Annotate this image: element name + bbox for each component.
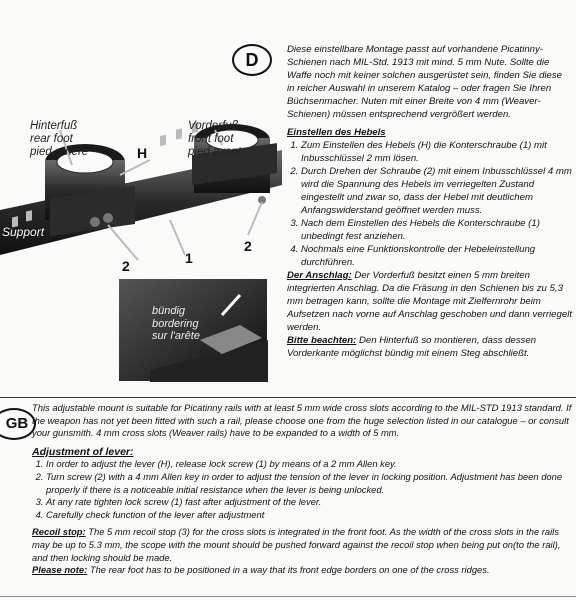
en-stop-paragraph [32, 526, 572, 564]
front-foot-fr: pied avant [188, 146, 242, 158]
label-lock-screw-1: 1 [185, 250, 193, 266]
de-step: 4. Nochmals eine Funktionskontrolle der Hebeleinstellung durchführen. [301, 243, 572, 269]
inset-caption [152, 305, 200, 343]
en-note-text: The rear foot has to be positioned in a way that its front edge borders on one of the cross ridges. [89, 564, 490, 576]
de-step: 1. Zum Einstellen des Hebels (H) die Konterschraube (1) mit Inbusschlüssel 2 mm lösen. [301, 139, 572, 165]
de-intro: Diese einstellbare Montage passt auf vorhandene Picatinny-Schienen nach MIL-Std. 1913 mit mind. 5 mm Nute. Sollte die Waffe noch mit keiner solchen ausgerüstet sein, finden Sie diese in reicher Auswahl in unserem Katalog – oder fragen Sie Ihren Büchsenmacher. Nuten mit einer Breite von 4 mm (Weaver-Schienen) müssen entsprechend vergrößert werden. [287, 44, 563, 120]
en-step: 4. Carefully check function of the lever after adjustment [46, 509, 572, 522]
language-badge-gb: GB [0, 408, 36, 440]
section-divider [0, 397, 576, 398]
label-screw-2-right: 2 [244, 238, 252, 254]
en-stop-label: Recoil stop: [32, 526, 86, 538]
de-steps [287, 139, 572, 269]
front-foot-de: Vorderfuß [188, 120, 239, 132]
en-intro: This adjustable mount is suitable for Picatinny rails with at least 5 mm wide cross slots according to the MIL-STD 1913 standard. If the weapon has not yet been fitted with such a rail, please choose one from the huge selection listed in our catalogue – or consult your gunsmith. 4 mm cross slots (Weaver rails) have to be expanded to a width of 5 mm. [32, 402, 572, 439]
de-note-paragraph [287, 334, 572, 360]
de-stop-paragraph [287, 269, 572, 334]
inset-de: bündig [152, 305, 186, 317]
de-stop-label: Der Anschlag: [287, 270, 352, 281]
language-badge-de: D [232, 44, 272, 76]
de-stop-text: Der Vorderfuß besitzt einen 5 mm breiten integrierten Anschlag. Da die Fräsung in den Schienen bis zu 5,3 mm betragen kann, sollte die Montage mit Zielfernrohr beim Aufsetzen nach vorne auf Anschlag geschoben und dann verriegelt werden. [287, 270, 572, 333]
de-step: 2. Durch Drehen der Schraube (2) mit einem Inbusschlüssel 4 mm wird die Spannung des Hebels im verriegelten Zustand eingestellt und zwar so, dass der Hebel mit deutlichem Anfangswiderstand geöffnet werden muss. [301, 165, 572, 217]
de-note-label: Bitte beachten: [287, 335, 357, 346]
inset-fr: sur l'arête [152, 330, 200, 342]
label-screw-2-left: 2 [122, 258, 130, 274]
en-step: 3. At any rate tighten lock screw (1) fast after adjustment of the lever. [46, 496, 572, 509]
front-foot-callout [188, 120, 241, 159]
rear-foot-en: rear foot [30, 133, 73, 145]
de-step: 3. Nach dem Einstellen des Hebels die Konterschraube (1) unbedingt fest anziehen. [301, 217, 572, 243]
inset-en: bordering [152, 317, 199, 330]
rear-foot-de: Hinterfuß [30, 120, 78, 132]
german-text [287, 43, 572, 360]
en-step: 1. In order to adjust the lever (H), release lock screw (1) by means of a 2 mm Allen key. [46, 458, 572, 471]
en-step: 2. Turn screw (2) with a 4 mm Allen key in order to adjust the tension of the lever in locking position. Adjustment has been done properly if there is a noticeable initial resistance when the lever is being unlocked. [46, 471, 572, 496]
mount-illustration [0, 40, 282, 390]
en-lever-heading: Adjustment of lever: [32, 445, 134, 458]
label-lever-h: H [137, 145, 148, 161]
rear-foot-fr: pied arrière [30, 146, 89, 158]
support-label: Support [2, 225, 45, 239]
bottom-rule [0, 596, 576, 597]
en-note-paragraph [32, 564, 572, 577]
en-stop-text: The 5 mm recoil stop (3) for the cross slots is integrated in the front foot. As the width of the cross slots in the rails may be up to 5.3 mm, the scope with the mount should be pushed forward against the recoil stop when being put on(to the rail), and then locking should be made. [32, 526, 561, 563]
en-note-label: Please note: [32, 564, 88, 576]
mount-photo [0, 40, 282, 390]
english-text [32, 402, 572, 577]
front-foot-en: front foot [188, 133, 234, 145]
de-lever-heading: Einstellen des Hebels [287, 127, 386, 138]
de-note-text: Den Hinterfuß so montieren, dass dessen Vorderkante möglichst bündig mit einem Steg abschließt. [287, 335, 537, 359]
rear-foot-callout [30, 120, 88, 159]
en-steps [32, 458, 572, 521]
